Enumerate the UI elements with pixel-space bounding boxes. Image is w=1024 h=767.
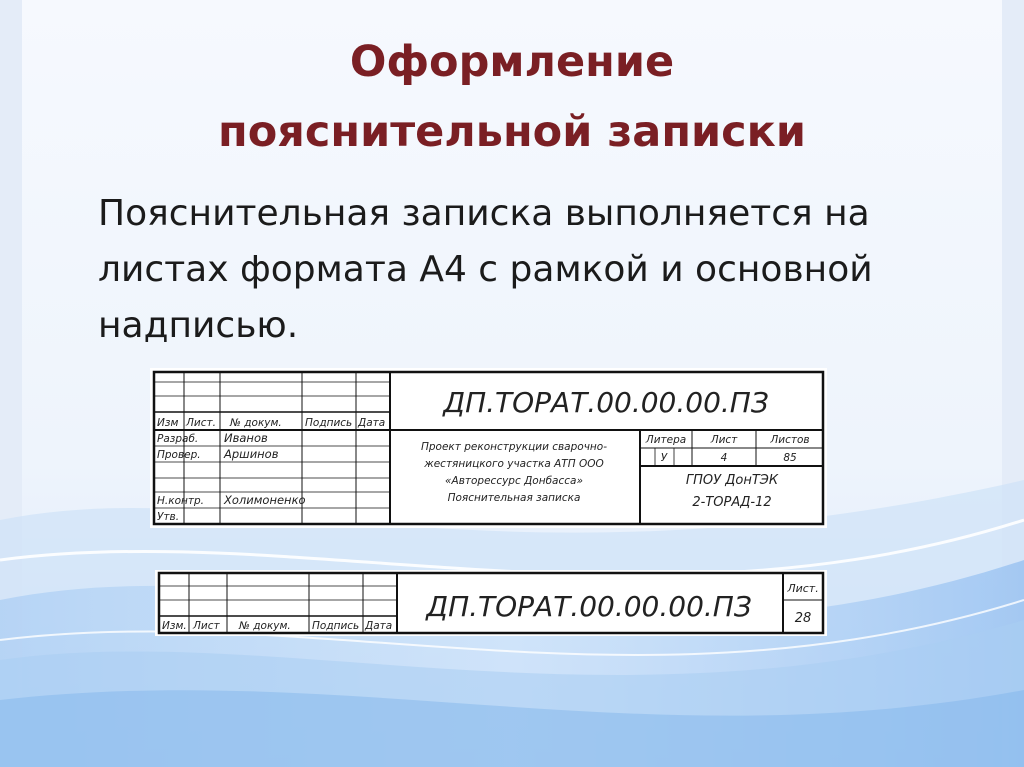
- org-line-1: ГПОУ ДонТЭК: [685, 473, 779, 488]
- col-docnum: № докум.: [230, 417, 282, 429]
- desc-line-2: жестяницкого участка АТП ООО: [424, 458, 604, 470]
- col-izm-short: Изм.: [162, 620, 187, 632]
- value-list-short: 28: [794, 611, 812, 626]
- slide-title-line-1: Оформление: [349, 37, 675, 87]
- body-text-line-1: Пояснительная записка выполняется на: [98, 193, 870, 234]
- value-litera: У: [660, 452, 668, 464]
- header-listov: Листов: [770, 434, 810, 446]
- desc-line-3: «Автоpессурс Донбасса»: [445, 475, 583, 487]
- role-prover: Провер.: [157, 449, 201, 461]
- slide-title-line-2: пояснительной записки: [218, 107, 806, 157]
- value-listov: 85: [783, 452, 797, 464]
- role-nkontr: Н.контр.: [157, 495, 204, 507]
- col-sign-short: Подпись: [312, 620, 360, 632]
- doc-code-short: ДП.ТОРАТ.00.00.00.ПЗ: [426, 590, 752, 623]
- header-list-short: Лист.: [787, 582, 819, 595]
- col-sign: Подпись: [305, 417, 353, 429]
- col-list-short: Лист: [193, 620, 220, 632]
- name-nkontr: Холимоненко: [224, 493, 306, 507]
- desc-line-4: Пояснительная записка: [447, 492, 581, 504]
- col-izm: Изм: [157, 417, 179, 429]
- col-docnum-short: № докум.: [239, 620, 291, 632]
- header-litera: Литера: [645, 434, 687, 446]
- desc-line-1: Проект реконструкции сварочно-: [420, 441, 608, 453]
- title-block-short-drawing: [155, 570, 827, 636]
- org-line-2: 2-ТОРАД-12: [692, 495, 772, 510]
- title-block-full-drawing: [150, 368, 827, 528]
- doc-code: ДП.ТОРАТ.00.00.00.ПЗ: [443, 386, 769, 419]
- col-date: Дата: [358, 417, 386, 429]
- body-text-line-2: листах формата А4 с рамкой и основной: [98, 249, 873, 290]
- role-razrab: Разраб.: [157, 433, 199, 445]
- value-list: 4: [720, 452, 728, 464]
- name-prover: Аршинов: [224, 447, 279, 461]
- body-text-line-3: надписью.: [98, 305, 299, 346]
- title-block-full: [150, 368, 827, 528]
- name-razrab: Иванов: [224, 431, 268, 445]
- role-utv: Утв.: [157, 511, 180, 523]
- col-date-short: Дата: [365, 620, 393, 632]
- header-list: Лист: [710, 434, 738, 446]
- title-block-short: [155, 570, 827, 636]
- col-list: Лист.: [186, 417, 216, 429]
